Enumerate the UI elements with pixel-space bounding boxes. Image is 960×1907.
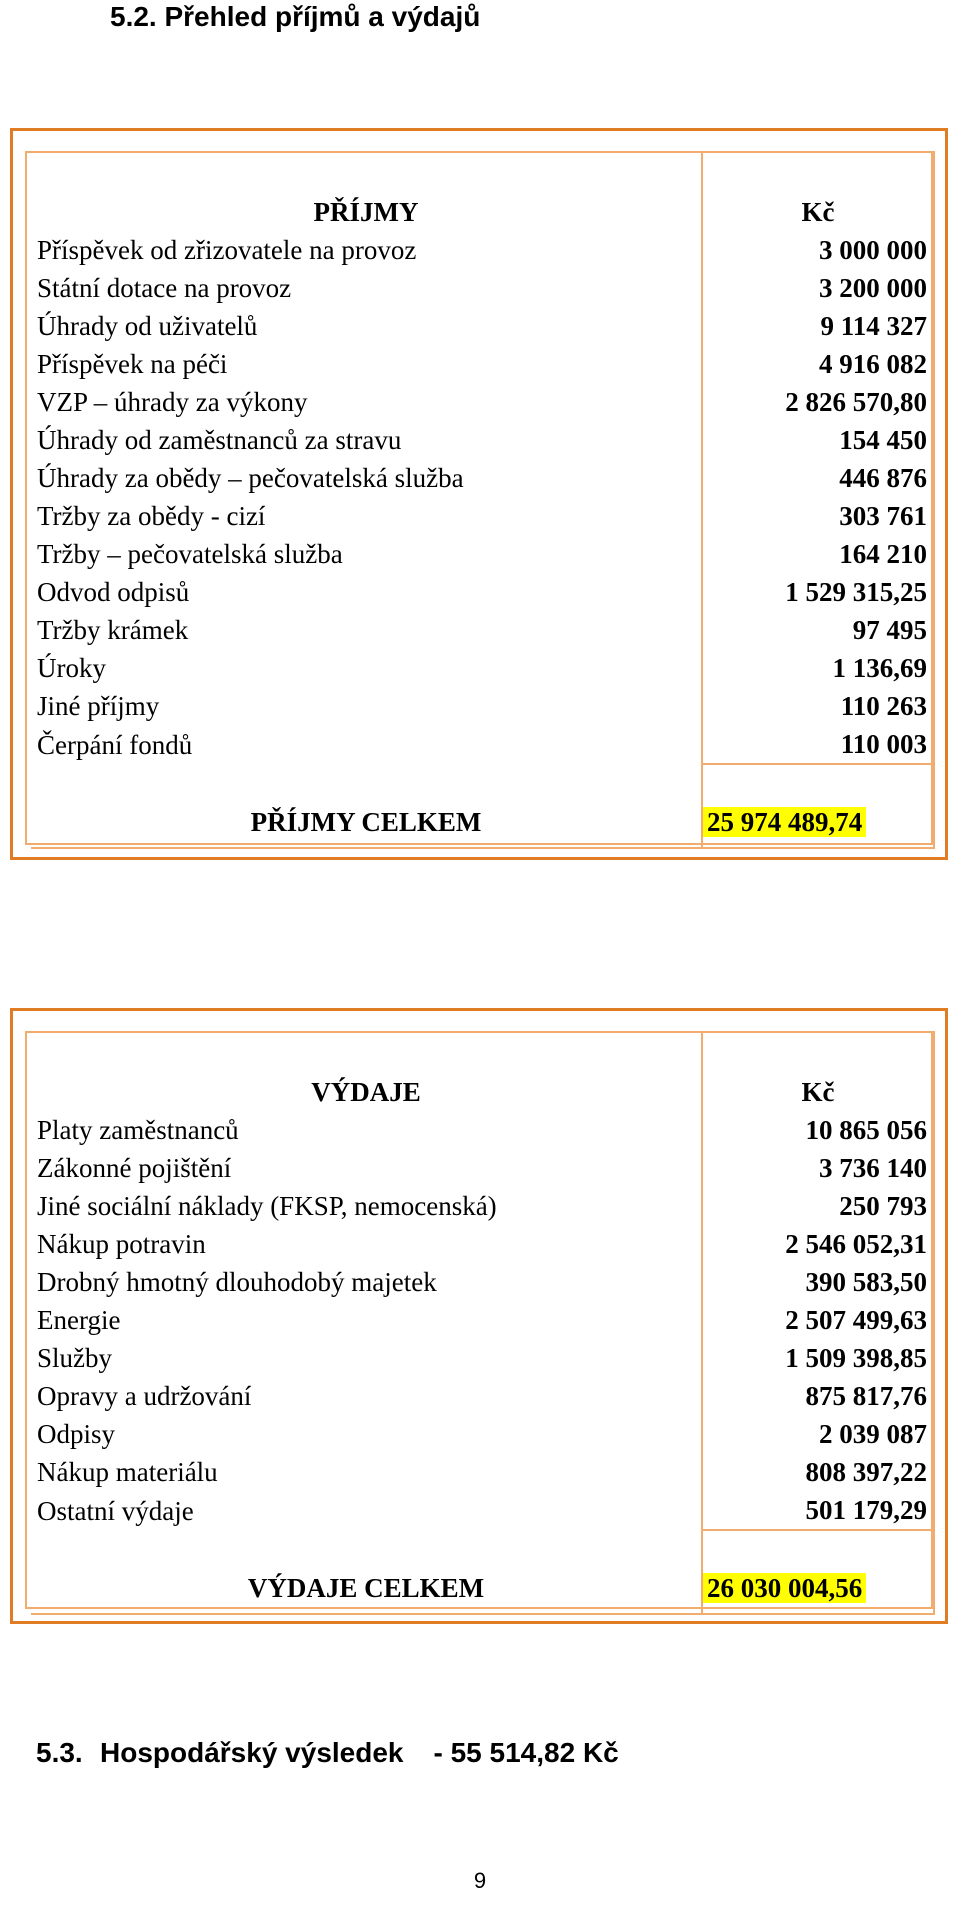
total-label: VÝDAJE CELKEM (31, 1530, 702, 1614)
row-label: Tržby za obědy - cizí (37, 501, 266, 531)
table-row (31, 1453, 934, 1491)
row-value: 110 263 (702, 687, 934, 725)
row-label: Úhrady za obědy – pečovatelská služba (37, 463, 464, 493)
row-value: 303 761 (702, 497, 934, 535)
row-value: 10 865 056 (702, 1111, 934, 1149)
table-header-label: VÝDAJE (311, 1077, 421, 1107)
table-row (31, 1225, 934, 1263)
row-label: Nákup materiálu (37, 1457, 218, 1487)
row-label: Platy zaměstnanců (37, 1115, 239, 1145)
row-value: 2 546 052,31 (702, 1225, 934, 1263)
row-value: 1 529 315,25 (702, 573, 934, 611)
table-row (31, 307, 934, 345)
row-value: 3 200 000 (702, 269, 934, 307)
income-table (31, 151, 935, 849)
table-row (31, 687, 934, 725)
row-value: 97 495 (702, 611, 934, 649)
table-total-row (31, 1530, 934, 1614)
total-value: 25 974 489,74 (703, 807, 866, 837)
income-table-frame (10, 128, 948, 860)
row-label: Úhrady od zaměstnanců za stravu (37, 425, 402, 455)
table-row (31, 497, 934, 535)
table-row (31, 725, 934, 764)
row-value: 250 793 (702, 1187, 934, 1225)
row-value: 1 509 398,85 (702, 1339, 934, 1377)
table-header-row (31, 1032, 934, 1111)
row-label: Energie (37, 1305, 121, 1335)
row-value: 446 876 (702, 459, 934, 497)
row-value: 3 736 140 (702, 1149, 934, 1187)
row-label: Opravy a udržování (37, 1381, 252, 1411)
table-row (31, 611, 934, 649)
row-label: Jiné příjmy (37, 691, 160, 721)
row-value: 2 039 087 (702, 1415, 934, 1453)
row-label: Tržby krámek (37, 615, 189, 645)
row-value: 9 114 327 (702, 307, 934, 345)
table-header-row (31, 152, 934, 231)
row-value: 164 210 (702, 535, 934, 573)
total-value-cell (702, 1530, 934, 1614)
table-row (31, 649, 934, 687)
table-row (31, 459, 934, 497)
section-title: Hospodářský výsledek (100, 1737, 404, 1768)
row-label: Úhrady od uživatelů (37, 311, 258, 341)
row-label: Jiné sociální náklady (FKSP, nemocenská) (37, 1191, 497, 1221)
row-value: 808 397,22 (702, 1453, 934, 1491)
table-row (31, 1339, 934, 1377)
total-value-cell (702, 764, 934, 848)
table-row (31, 573, 934, 611)
row-value: 875 817,76 (702, 1377, 934, 1415)
row-label: Ostatní výdaje (37, 1495, 194, 1526)
row-label: Zákonné pojištění (37, 1153, 232, 1183)
table-row (31, 421, 934, 459)
expense-table-frame (10, 1008, 948, 1624)
table-row (31, 1377, 934, 1415)
row-label: Odpisy (37, 1419, 116, 1449)
row-label: Odvod odpisů (37, 577, 190, 607)
section-title: Přehled příjmů a výdajů (164, 1, 481, 32)
table-header-label: PŘÍJMY (313, 197, 419, 227)
page-number: 9 (473, 1868, 487, 1893)
row-label: Nákup potravin (37, 1229, 206, 1259)
row-label: Příspěvek od zřizovatele na provoz (37, 235, 417, 265)
section-number: 5.2. (110, 1, 157, 32)
row-value: 4 916 082 (702, 345, 934, 383)
table-row (31, 1111, 934, 1149)
row-label: Drobný hmotný dlouhodobý majetek (37, 1267, 437, 1297)
table-row (31, 383, 934, 421)
total-label: PŘÍJMY CELKEM (31, 764, 702, 848)
row-value: 1 136,69 (702, 649, 934, 687)
row-value: 390 583,50 (702, 1263, 934, 1301)
table-row (31, 1491, 934, 1530)
table-row (31, 1263, 934, 1301)
expense-table (31, 1031, 935, 1615)
row-label: Čerpání fondů (37, 729, 193, 760)
table-row (31, 231, 934, 269)
table-row (31, 1187, 934, 1225)
economic-result: - 55 514,82 Kč (433, 1737, 619, 1768)
table-header-unit: Kč (702, 152, 934, 231)
row-label: Tržby – pečovatelská služba (37, 539, 343, 569)
row-label: Úroky (37, 653, 106, 683)
section-number: 5.3. (36, 1737, 83, 1768)
row-value: 2 507 499,63 (702, 1301, 934, 1339)
table-total-row (31, 764, 934, 848)
row-label: Služby (37, 1343, 113, 1373)
table-row (31, 1415, 934, 1453)
row-value: 2 826 570,80 (702, 383, 934, 421)
table-row (31, 535, 934, 573)
row-value: 110 003 (702, 725, 934, 764)
table-row (31, 1149, 934, 1187)
row-label: Příspěvek na péči (37, 349, 228, 379)
row-label: VZP – úhrady za výkony (37, 387, 308, 417)
table-header-unit: Kč (702, 1032, 934, 1111)
section-heading-5-3 (36, 1737, 619, 1769)
section-heading-5-2 (110, 1, 480, 33)
row-value: 501 179,29 (702, 1491, 934, 1530)
total-value: 26 030 004,56 (703, 1573, 866, 1603)
row-value: 154 450 (702, 421, 934, 459)
table-row (31, 1301, 934, 1339)
table-row (31, 269, 934, 307)
row-value: 3 000 000 (702, 231, 934, 269)
row-label: Státní dotace na provoz (37, 273, 292, 303)
table-row (31, 345, 934, 383)
